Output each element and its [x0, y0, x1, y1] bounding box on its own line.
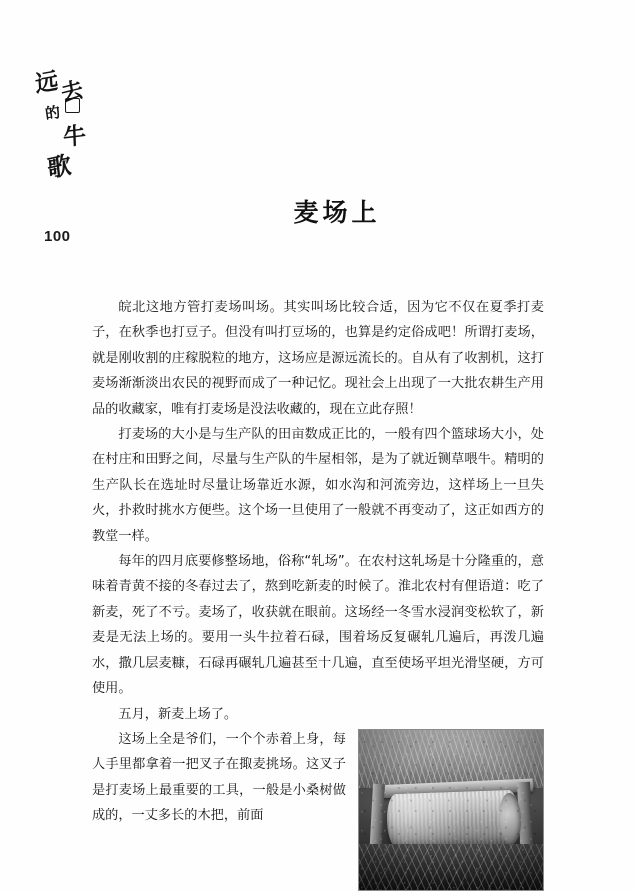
photo-figure: [358, 729, 544, 891]
stone-roller-photo: [358, 729, 544, 891]
paragraph: 皖北这地方管打麦场叫场。其实叫场比较合适，因为它不仅在夏季打麦子，在秋季也打豆子。但没有叫打豆场的，也算是约定俗成吧！所谓打麦场，就是刚收割的庄稼脱粒的地方，这场应是源远流长的。自从有了收割机，这打麦场渐渐淡出农民的视野而成了一种记忆。现社会上出现了一大批农耕生产用品的收藏家，唯有打麦场是没法收藏的，现在立此存照！: [92, 300, 544, 417]
body-text: [92, 295, 544, 895]
series-char-3: 的: [43, 103, 62, 123]
paragraph: 打麦场的大小是与生产队的田亩数成正比的，一般有四个篮球场大小，处在村庄和田野之间，尽量与生产队的牛屋相邻，是为了就近铡草喂牛。精明的生产队长在选址时尽量让场靠近水源，如水沟和河流旁边，这样场上一旦失火，扑救时挑水方便些。这个场一旦使用了一般就不再变动了，这正如西方的教堂一样。: [92, 427, 544, 544]
series-title-mark: [33, 62, 99, 192]
series-char-2: 去: [59, 76, 86, 108]
page-number: 100: [44, 228, 71, 245]
series-char-4: 牛: [62, 121, 87, 152]
paragraph: 每年的四月底要修整场地，俗称“轧场”。在农村这轧场是十分隆重的，意味着青黄不接的冬春过去了，熬到吃新麦的时候了。淮北农村有俚语道：吃了新麦，死了不亏。麦场了，收获就在眼前。这场经一冬雪水浸润变松软了，新麦是无法上场的。要用一头牛拉着石碌，围着场反复碾轧几遍后，再泼几遍水，撒几层麦糠，石碌再碾轧几遍甚至十几遍，直至使场平坦光滑坚硬，方可使用。: [92, 554, 544, 697]
series-char-1: 远: [34, 66, 59, 99]
paragraph: 这场上全是爷们，一个个赤着上身，每人手里都拿着一把叉子在掫麦挑场。这叉子是打麦场上最重要的工具，一般是小桑树做成的，一丈多长的木把，前面: [92, 731, 346, 824]
series-char-5: 歌: [45, 149, 73, 184]
photo-straw-bottom: [359, 844, 543, 890]
paragraph: 五月，新麦上场了。: [118, 706, 238, 722]
seal-icon: [65, 98, 80, 113]
page-title: 麦场上: [293, 197, 381, 227]
